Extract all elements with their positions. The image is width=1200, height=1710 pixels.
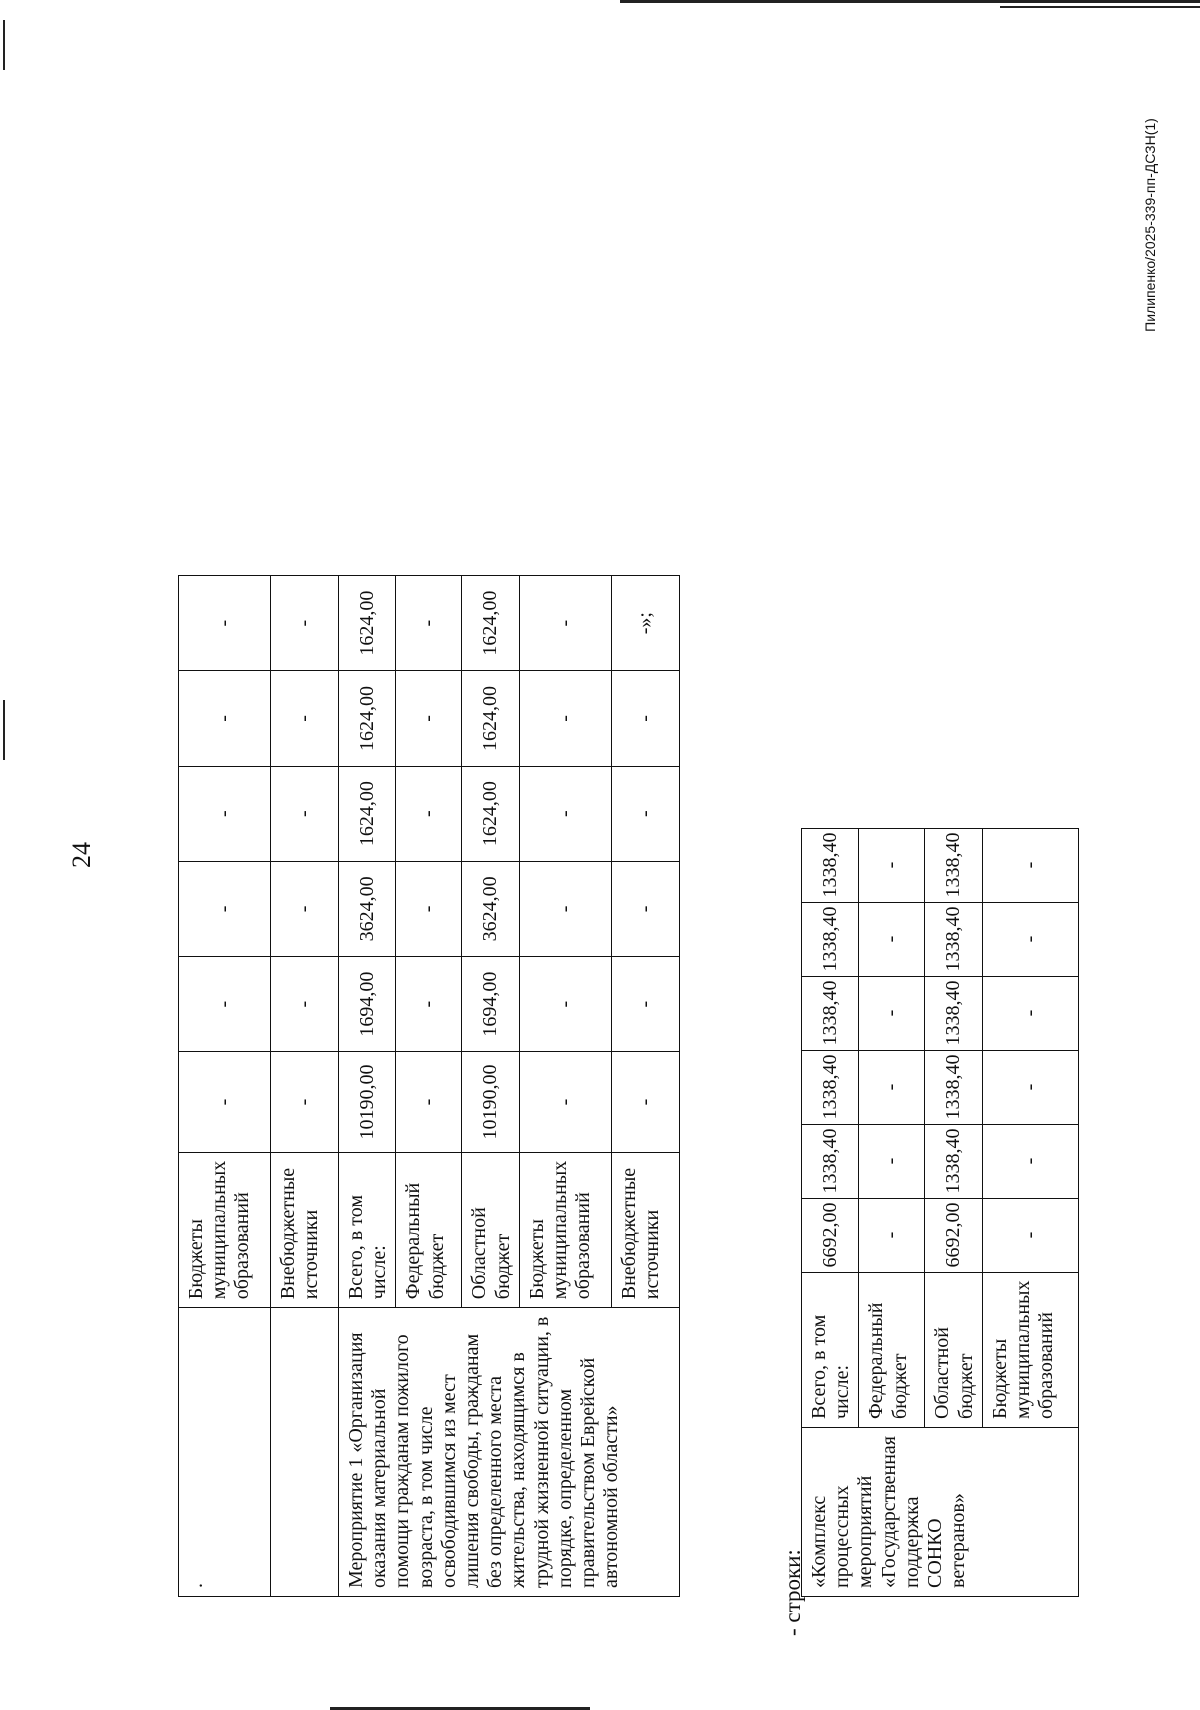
- top-table-wrapper: [178, 575, 680, 1597]
- value-cell: 1624,00: [462, 576, 519, 671]
- table-row: [802, 828, 859, 1596]
- row-name-cell: .: [179, 1308, 271, 1597]
- value-cell: -: [859, 1198, 925, 1272]
- value-cell: -: [859, 902, 925, 976]
- funding-source-cell: Всего, в том числе:: [802, 1272, 859, 1427]
- value-cell: 1694,00: [462, 957, 519, 1052]
- bottom-funding-table: [801, 828, 1079, 1597]
- value-cell: -: [519, 671, 611, 766]
- value-cell: -: [179, 1052, 271, 1153]
- row-name-cell: [271, 1308, 339, 1597]
- value-cell: 10190,00: [339, 1052, 396, 1153]
- value-cell: -: [982, 902, 1078, 976]
- value-cell: 1338,40: [802, 902, 859, 976]
- value-cell: -: [271, 1052, 339, 1153]
- value-cell: -: [611, 1052, 679, 1153]
- value-cell: 1338,40: [802, 1050, 859, 1124]
- value-cell: -: [271, 576, 339, 671]
- funding-source-cell: Бюджеты муниципальных образований: [519, 1152, 611, 1307]
- value-cell: 1624,00: [339, 766, 396, 861]
- value-cell: 3624,00: [462, 861, 519, 956]
- scan-edge-left: [3, 20, 5, 70]
- value-cell: -: [519, 1052, 611, 1153]
- value-cell: -: [396, 576, 462, 671]
- funding-source-cell: Всего, в том числе:: [339, 1152, 396, 1307]
- value-cell: 1338,40: [802, 976, 859, 1050]
- page-number: 24: [67, 842, 96, 868]
- value-cell: -: [271, 671, 339, 766]
- value-cell: 1624,00: [339, 576, 396, 671]
- document-code: Пилипенко/2025-339-пп-ДСЗН(1): [1142, 118, 1158, 332]
- value-cell: 1338,40: [925, 828, 982, 902]
- value-cell: -: [982, 1124, 1078, 1198]
- value-cell: -: [982, 1198, 1078, 1272]
- value-cell: -: [179, 671, 271, 766]
- value-cell: -: [982, 828, 1078, 902]
- value-cell: 1338,40: [802, 828, 859, 902]
- funding-source-cell: Федеральный бюджет: [859, 1272, 925, 1427]
- scan-edge-top: [620, 0, 1200, 3]
- value-cell: -: [271, 957, 339, 1052]
- activity-name-cell: Мероприятие 1 «Организация оказания материальной помощи гражданам пожилого возраста, в том числе освободившимся из мест лишения свободы, гражданам без определенного места жительства, находящимся в трудной жизненной ситуации, в порядке, определенном правительством Еврейской автономной области»: [339, 1308, 680, 1597]
- value-cell: 1338,40: [925, 1124, 982, 1198]
- value-cell: -: [859, 976, 925, 1050]
- value-cell: -: [271, 861, 339, 956]
- value-cell: 1624,00: [339, 671, 396, 766]
- funding-source-cell: Внебюджетные источники: [271, 1152, 339, 1307]
- value-cell: 3624,00: [339, 861, 396, 956]
- value-cell: -: [611, 766, 679, 861]
- value-cell: 10190,00: [462, 1052, 519, 1153]
- value-cell: -: [396, 1052, 462, 1153]
- value-cell: 1338,40: [925, 902, 982, 976]
- value-cell: -: [859, 828, 925, 902]
- value-cell: -: [611, 861, 679, 956]
- value-cell: -: [982, 1050, 1078, 1124]
- value-cell: -»;: [611, 576, 679, 671]
- value-cell: -: [179, 576, 271, 671]
- value-cell: -: [859, 1124, 925, 1198]
- value-cell: -: [859, 1050, 925, 1124]
- value-cell: -: [519, 766, 611, 861]
- value-cell: -: [982, 976, 1078, 1050]
- table-row: [179, 576, 271, 1597]
- value-cell: 1694,00: [339, 957, 396, 1052]
- value-cell: -: [179, 957, 271, 1052]
- table-row: [271, 576, 339, 1597]
- value-cell: -: [396, 861, 462, 956]
- value-cell: 1338,40: [802, 1124, 859, 1198]
- funding-source-cell: Бюджеты муниципальных образований: [179, 1152, 271, 1307]
- value-cell: 1624,00: [462, 671, 519, 766]
- value-cell: 1338,40: [925, 976, 982, 1050]
- value-cell: 1338,40: [925, 1050, 982, 1124]
- activity-name-cell: «Комплекс процессных мероприятий «Государственная поддержка СОНКО ветеранов»: [802, 1428, 1079, 1597]
- table-row: [339, 576, 396, 1597]
- scan-edge-left-mid: [3, 700, 5, 760]
- value-cell: 6692,00: [925, 1198, 982, 1272]
- value-cell: -: [611, 671, 679, 766]
- funding-source-cell: Бюджеты муниципальных образований: [982, 1272, 1078, 1427]
- value-cell: -: [396, 671, 462, 766]
- value-cell: 1624,00: [462, 766, 519, 861]
- section-label: - строки:: [780, 1549, 805, 1636]
- funding-source-cell: Внебюджетные источники: [611, 1152, 679, 1307]
- scan-edge-top-short: [1000, 6, 1200, 8]
- value-cell: 6692,00: [802, 1198, 859, 1272]
- value-cell: -: [179, 861, 271, 956]
- funding-source-cell: Федеральный бюджет: [396, 1152, 462, 1307]
- value-cell: -: [519, 861, 611, 956]
- value-cell: -: [519, 957, 611, 1052]
- top-funding-table: [178, 575, 680, 1597]
- value-cell: -: [396, 957, 462, 1052]
- value-cell: -: [519, 576, 611, 671]
- funding-source-cell: Областной бюджет: [462, 1152, 519, 1307]
- bottom-table-wrapper: [801, 828, 1079, 1597]
- value-cell: -: [611, 957, 679, 1052]
- value-cell: -: [179, 766, 271, 861]
- value-cell: -: [271, 766, 339, 861]
- value-cell: -: [396, 766, 462, 861]
- funding-source-cell: Областной бюджет: [925, 1272, 982, 1427]
